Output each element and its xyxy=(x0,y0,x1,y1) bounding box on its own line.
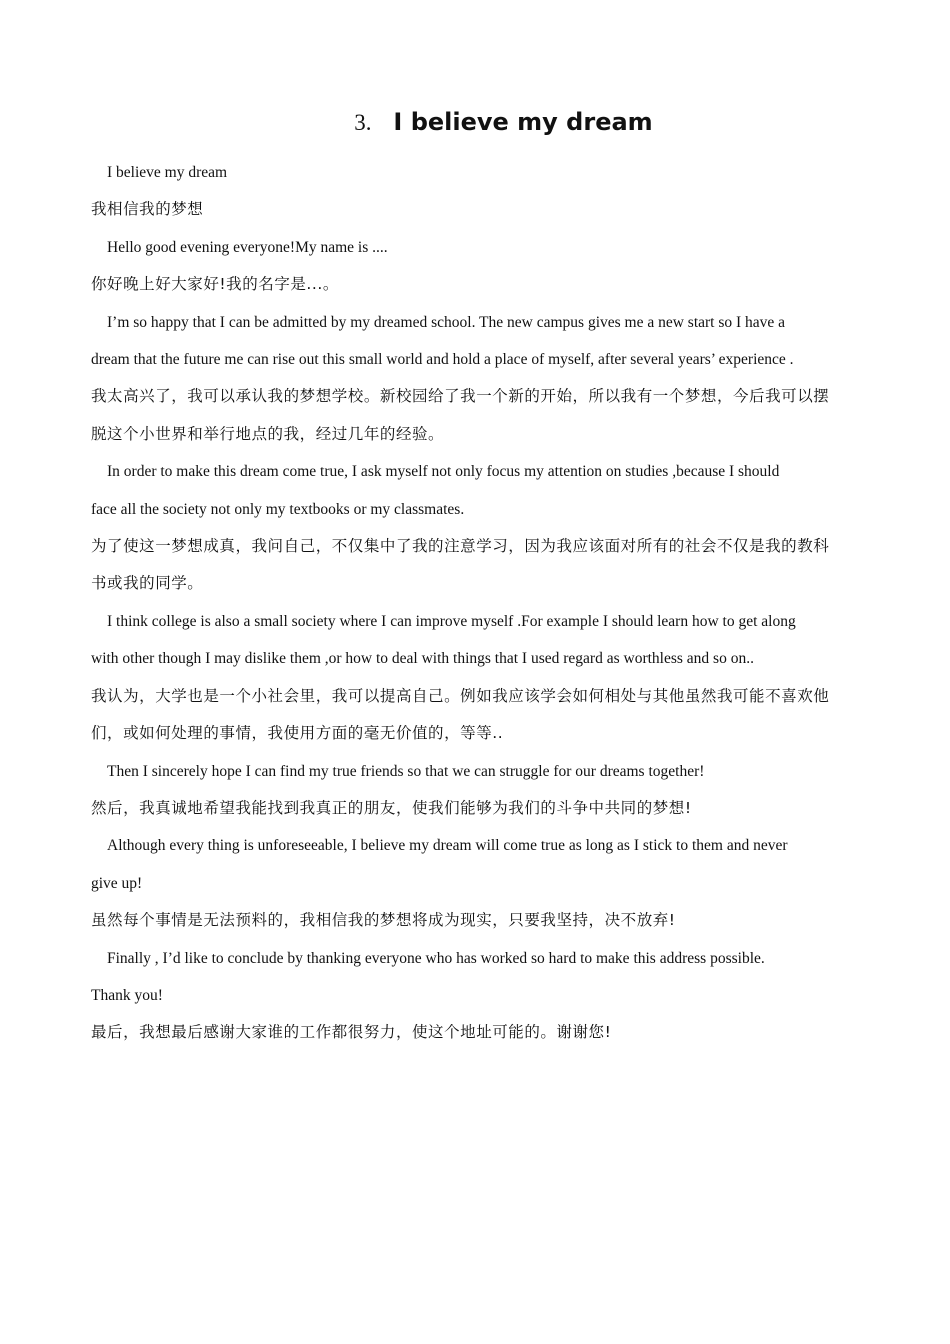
paragraph-2-english: Hello good evening everyone!My name is .... xyxy=(107,238,388,256)
paragraph-3-english-line-2: dream that the future me can rise out this small world and hold a place of myself, after several years’ experience . xyxy=(91,351,794,369)
paragraph-7-chinese: 虽然每个事情是无法预料的，我相信我的梦想将成为现实，只要我坚持，决不放弃! xyxy=(91,911,676,930)
paragraph-1-chinese: 我相信我的梦想 xyxy=(91,200,204,219)
paragraph-6-english: Then I sincerely hope I can find my true friends so that we can struggle for our dreams together! xyxy=(107,762,705,780)
paragraph-7-english-line-2: give up! xyxy=(91,874,143,892)
paragraph-3-chinese-line-2: 脱这个小世界和举行地点的我，经过几年的经验。 xyxy=(91,424,445,443)
heading xyxy=(91,104,866,140)
paragraph-3-chinese-line-1: 我太高兴了，我可以承认我的梦想学校。新校园给了我一个新的开始，所以我有一个梦想，今后我可以摆 xyxy=(91,387,830,406)
document-page xyxy=(91,104,866,1052)
paragraph-4-english-line-2: face all the society not only my textbooks or my classmates. xyxy=(91,500,465,518)
paragraph-4-chinese-line-2: 书或我的同学。 xyxy=(91,574,204,593)
heading-number: 3. xyxy=(354,110,372,135)
paragraph-5-chinese-line-2: 们，或如何处理的事情，我使用方面的毫无价值的，等等.. xyxy=(91,724,504,743)
heading-title: I believe my dream xyxy=(393,108,653,136)
paragraph-5-english-line-1: I think college is also a small society where I can improve myself .For example I should learn how to get along xyxy=(107,612,796,630)
paragraph-1-english: I believe my dream xyxy=(107,164,228,181)
paragraph-8-english-line-1: Finally , I’d like to conclude by thanking everyone who has worked so hard to make this address possible. xyxy=(107,949,765,967)
paragraph-3-english-line-1: I’m so happy that I can be admitted by my dreamed school. The new campus gives me a new start so I have a xyxy=(107,313,786,331)
paragraph-5-chinese-line-1: 我认为，大学也是一个小社会里，我可以提高自己。例如我应该学会如何相处与其他虽然我可能不喜欢他 xyxy=(91,686,830,705)
paragraph-8-english-line-2: Thank you! xyxy=(91,986,163,1004)
paragraph-4-chinese-line-1: 为了使这一梦想成真，我问自己，不仅集中了我的注意学习，因为我应该面对所有的社会不仅是我的教科 xyxy=(91,537,830,556)
paragraph-2-chinese: 你好晚上好大家好!我的名字是...。 xyxy=(91,275,339,294)
paragraph-8-chinese: 最后，我想最后感谢大家谁的工作都很努力，使这个地址可能的。谢谢您! xyxy=(91,1023,612,1042)
paragraph-5-english-line-2: with other though I may dislike them ,or how to deal with things that I used regard as worthless and so on.. xyxy=(91,650,754,668)
paragraph-4-english-line-1: In order to make this dream come true, I ask myself not only focus my attention on studies ,because I should xyxy=(107,463,780,481)
paragraph-6-chinese: 然后，我真诚地希望我能找到我真正的朋友，使我们能够为我们的斗争中共同的梦想! xyxy=(91,798,692,817)
paragraph-7-english-line-1: Although every thing is unforeseeable, I believe my dream will come true as long as I stick to them and never xyxy=(107,837,788,855)
